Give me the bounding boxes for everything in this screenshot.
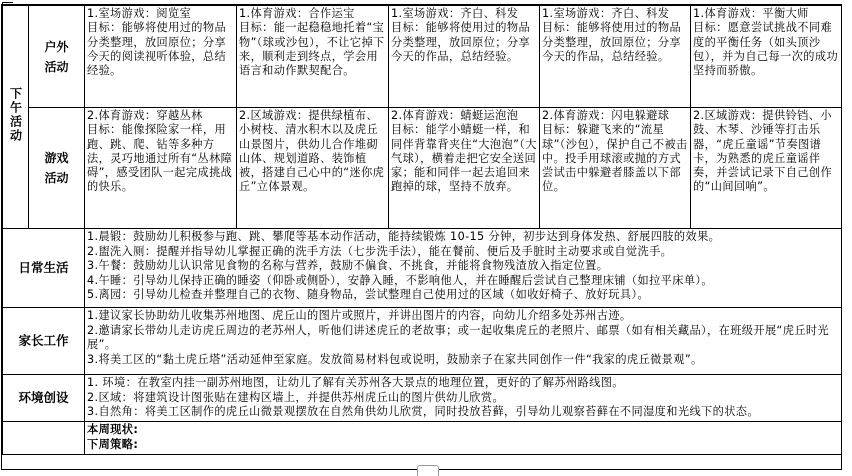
daily-line-1: 1.晨锻：鼓励幼儿积极参与跑、跳、攀爬等基本动作活动，能持续锻炼 10-15 分钟，初步达到身体发热、舒展四肢的效果。	[87, 230, 721, 243]
parents-header: 家长工作	[3, 308, 85, 375]
afternoon-label: 下午活动	[8, 87, 23, 144]
review-header-blank	[3, 422, 85, 455]
next-week-strategy-label: 下周策略:	[87, 437, 139, 451]
review-row	[3, 422, 842, 455]
parents-line-3: 3.将美工区的“黏土虎丘塔”活动延伸至家庭。发放简易材料包或说明，鼓励亲子在家共同创作一件“我家的虎丘微景观”。	[87, 352, 703, 366]
daily-line-2: 2.盥洗入厕：提醒并指导幼儿掌握正确的洗手方法（七步洗手法），能在餐前、便后及手脏时主动要求或自觉洗手。	[87, 244, 673, 258]
games-label: 游戏活动	[44, 151, 69, 185]
page-tab-handle[interactable]	[417, 465, 439, 476]
parents-line-1: 1.建议家长协助幼儿收集苏州地图、虎丘山的图片或照片，并讲出图片的内容，向幼儿介绍多处苏州古迹。	[87, 309, 632, 322]
environment-header: 环境创设	[3, 375, 85, 422]
plan-table	[2, 5, 842, 455]
environment-line-1: 1. 环境：在教室内挂一副苏州地图，让幼儿了解有关苏州各大景点的地理位置，更好的了解苏州路线图。	[87, 376, 624, 389]
parents-line-2: 2.邀请家长带幼儿走访虎丘周边的老苏州人，听他们讲述虎丘的老故事；或一起收集虎丘的老照片、邮票（如有相关藏品），在班级开展“虎丘时光展”。	[87, 323, 830, 352]
games-cell-4: 2.体育游戏：闪电躲避球 目标：躲避飞来的“流星球”（沙包），保护自己不被击中。投手用球滚或抛的方式尝试击中躲避者膝盖以下部位。	[540, 108, 691, 229]
parents-row	[3, 308, 842, 375]
daily-header: 日常生活	[3, 229, 85, 308]
outdoor-cell-4: 1.室场游戏：齐白、科发 目标：能够将使用过的物品分类整理，放回原位；分享今天的作品，总结经验。	[540, 6, 691, 108]
daily-line-3: 3.午餐：鼓励幼儿认识常见食物的名称与营养，鼓励不偏食、不挑食，并能将食物残渣放入指定位置。	[87, 259, 609, 273]
outdoor-cell-5: 1.体育游戏：平衡大师 目标：愿意尝试挑战不同难度的平衡任务（如头顶沙包），并为自己每一次的成功坚持而骄傲。	[691, 6, 842, 108]
page-corner-mark	[2, 2, 13, 13]
review-content	[85, 422, 842, 455]
games-row	[3, 108, 842, 229]
daily-line-5: 5.离园：引导幼儿检查并整理自己的衣物、随身物品，尝试整理自己使用过的区域（如收好椅子、放好玩具）。	[87, 288, 650, 302]
environment-line-3: 3.自然角：将美工区制作的虎丘山微景观摆放在自然角供幼儿欣赏，同时投放苔藓，引导幼儿观察苔藓在不同湿度和光线下的状态。	[87, 405, 759, 419]
current-status-label: 本周现状:	[87, 423, 139, 436]
outdoor-label: 户外活动	[44, 39, 69, 74]
games-cell-1: 2.体育游戏：穿越丛林 目标：能像探险家一样，用跑、跳、爬、钻等多种方法，灵巧地通过所有“丛林障碍”，感受团队一起完成挑战的快乐。	[85, 108, 237, 229]
daily-content	[85, 229, 842, 308]
parents-content	[85, 308, 842, 375]
games-cell-3: 2.体育游戏：蜻蜓运泡泡 目标：能学小蜻蜓一样，和同伴背靠背夹住“大泡泡”（大气球），横着走把它安全送回家；能和同伴一起去追回来跑掉的球，坚持不放弃。	[389, 108, 540, 229]
environment-row	[3, 375, 842, 422]
outdoor-cell-2: 1.体育游戏：合作运宝 目标：能一起稳稳地托着“宝物”（球或沙包），不让它掉下来，顺利走到终点，学会用语言和动作默契配合。	[237, 6, 389, 108]
outdoor-header	[29, 6, 85, 108]
outdoor-cell-1: 1.室场游戏：阅览室 目标：能够将使用过的物品分类整理，放回原位；分享今天的阅读视听体验，总结经验。	[85, 6, 237, 108]
games-header	[29, 108, 85, 229]
daily-line-4: 4.午睡：引导幼儿保持正确的睡姿（仰卧或侧卧），安静入睡，不影响他人，并在睡醒后尝试自己整理床铺（如拉平床单）。	[87, 273, 714, 287]
environment-line-2: 2.区域：将建筑设计图张贴在建构区墙上，并提供苏州虎丘山的图片供幼儿欣赏。	[87, 390, 505, 404]
environment-content	[85, 375, 842, 422]
games-cell-5: 2.区域游戏：提供铃铛、小鼓、木琴、沙锤等打击乐器，“虎丘童谣”节奏图谱卡，为熟悉的虎丘童谣伴奏，并尝试记录下自己创作的“山间回响”。	[691, 108, 842, 229]
afternoon-section-header	[3, 6, 29, 229]
weekly-plan-sheet	[1, 4, 842, 470]
outdoor-row	[3, 6, 842, 108]
daily-row	[3, 229, 842, 308]
outdoor-cell-3: 1.室场游戏：齐白、科发 目标：能够将使用过的物品分类整理，放回原位；分享今天的作品，总结经验。	[389, 6, 540, 108]
games-cell-2: 2.区域游戏：提供绿植布、小树枝、清水积木以及虎丘山景图片，供幼儿合作堆砌山体、规划道路、装饰植被，搭建自己心中的“迷你虎丘”立体景观。	[237, 108, 389, 229]
